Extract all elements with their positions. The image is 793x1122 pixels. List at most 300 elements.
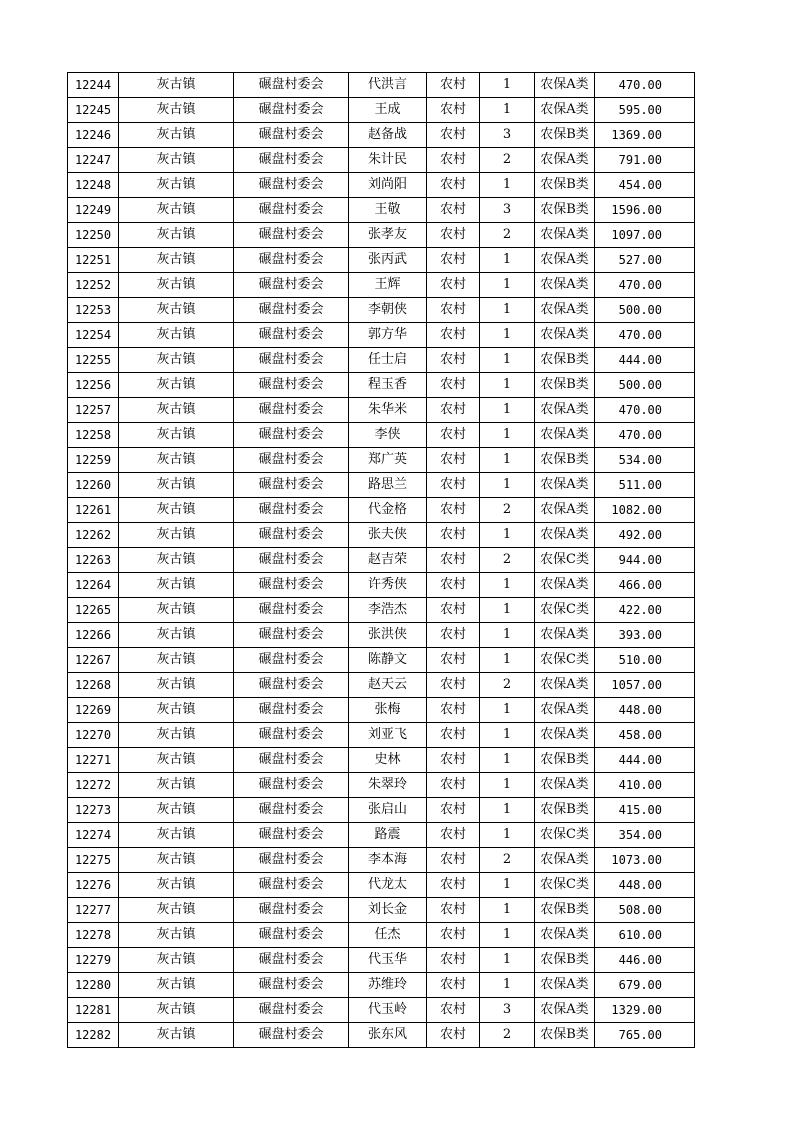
name-cell: 刘亚飞 xyxy=(349,723,427,748)
category-cell: 农保A类 xyxy=(535,473,595,498)
member-count-cell: 1 xyxy=(480,523,535,548)
household-type-cell: 农村 xyxy=(427,273,480,298)
name-cell: 代玉岭 xyxy=(349,998,427,1023)
name-cell: 代龙太 xyxy=(349,873,427,898)
table-row xyxy=(68,898,695,923)
household-type-cell: 农村 xyxy=(427,598,480,623)
record-id-cell: 12274 xyxy=(68,823,119,848)
household-type-cell: 农村 xyxy=(427,223,480,248)
village-cell: 碾盘村委会 xyxy=(234,848,349,873)
category-cell: 农保A类 xyxy=(535,673,595,698)
member-count-cell: 1 xyxy=(480,298,535,323)
category-cell: 农保B类 xyxy=(535,373,595,398)
town-cell: 灰古镇 xyxy=(119,248,234,273)
member-count-cell: 1 xyxy=(480,98,535,123)
record-id-cell: 12281 xyxy=(68,998,119,1023)
amount-cell: 944.00 xyxy=(595,548,695,573)
town-cell: 灰古镇 xyxy=(119,173,234,198)
table-row xyxy=(68,923,695,948)
record-id-cell: 12273 xyxy=(68,798,119,823)
amount-cell: 393.00 xyxy=(595,623,695,648)
name-cell: 王成 xyxy=(349,98,427,123)
town-cell: 灰古镇 xyxy=(119,598,234,623)
record-id-cell: 12277 xyxy=(68,898,119,923)
village-cell: 碾盘村委会 xyxy=(234,248,349,273)
amount-cell: 1073.00 xyxy=(595,848,695,873)
member-count-cell: 1 xyxy=(480,273,535,298)
village-cell: 碾盘村委会 xyxy=(234,148,349,173)
member-count-cell: 2 xyxy=(480,848,535,873)
category-cell: 农保C类 xyxy=(535,823,595,848)
household-type-cell: 农村 xyxy=(427,973,480,998)
record-id-cell: 12255 xyxy=(68,348,119,373)
table-row xyxy=(68,123,695,148)
town-cell: 灰古镇 xyxy=(119,473,234,498)
member-count-cell: 2 xyxy=(480,498,535,523)
table-row xyxy=(68,223,695,248)
category-cell: 农保A类 xyxy=(535,273,595,298)
town-cell: 灰古镇 xyxy=(119,648,234,673)
amount-cell: 765.00 xyxy=(595,1023,695,1048)
category-cell: 农保B类 xyxy=(535,798,595,823)
member-count-cell: 1 xyxy=(480,598,535,623)
category-cell: 农保B类 xyxy=(535,448,595,473)
amount-cell: 791.00 xyxy=(595,148,695,173)
member-count-cell: 2 xyxy=(480,1023,535,1048)
table-row xyxy=(68,173,695,198)
village-cell: 碾盘村委会 xyxy=(234,323,349,348)
name-cell: 代金格 xyxy=(349,498,427,523)
town-cell: 灰古镇 xyxy=(119,448,234,473)
table-row xyxy=(68,423,695,448)
category-cell: 农保A类 xyxy=(535,623,595,648)
town-cell: 灰古镇 xyxy=(119,1023,234,1048)
village-cell: 碾盘村委会 xyxy=(234,198,349,223)
table-row xyxy=(68,1023,695,1048)
town-cell: 灰古镇 xyxy=(119,98,234,123)
amount-cell: 1369.00 xyxy=(595,123,695,148)
household-type-cell: 农村 xyxy=(427,923,480,948)
amount-cell: 470.00 xyxy=(595,398,695,423)
name-cell: 郑广英 xyxy=(349,448,427,473)
household-type-cell: 农村 xyxy=(427,123,480,148)
record-id-cell: 12271 xyxy=(68,748,119,773)
village-cell: 碾盘村委会 xyxy=(234,298,349,323)
category-cell: 农保B类 xyxy=(535,348,595,373)
name-cell: 张孝友 xyxy=(349,223,427,248)
amount-cell: 470.00 xyxy=(595,423,695,448)
name-cell: 朱华米 xyxy=(349,398,427,423)
village-cell: 碾盘村委会 xyxy=(234,823,349,848)
table-row xyxy=(68,148,695,173)
member-count-cell: 1 xyxy=(480,173,535,198)
table-row xyxy=(68,448,695,473)
category-cell: 农保C类 xyxy=(535,648,595,673)
name-cell: 张洪侠 xyxy=(349,623,427,648)
village-cell: 碾盘村委会 xyxy=(234,348,349,373)
table-row xyxy=(68,523,695,548)
name-cell: 张东风 xyxy=(349,1023,427,1048)
town-cell: 灰古镇 xyxy=(119,898,234,923)
town-cell: 灰古镇 xyxy=(119,698,234,723)
amount-cell: 534.00 xyxy=(595,448,695,473)
member-count-cell: 1 xyxy=(480,473,535,498)
table-row xyxy=(68,648,695,673)
amount-cell: 527.00 xyxy=(595,248,695,273)
record-id-cell: 12261 xyxy=(68,498,119,523)
table-row xyxy=(68,823,695,848)
village-cell: 碾盘村委会 xyxy=(234,423,349,448)
record-id-cell: 12263 xyxy=(68,548,119,573)
member-count-cell: 1 xyxy=(480,748,535,773)
village-cell: 碾盘村委会 xyxy=(234,798,349,823)
record-id-cell: 12253 xyxy=(68,298,119,323)
household-type-cell: 农村 xyxy=(427,298,480,323)
amount-cell: 454.00 xyxy=(595,173,695,198)
town-cell: 灰古镇 xyxy=(119,123,234,148)
village-cell: 碾盘村委会 xyxy=(234,673,349,698)
amount-cell: 610.00 xyxy=(595,923,695,948)
town-cell: 灰古镇 xyxy=(119,148,234,173)
village-cell: 碾盘村委会 xyxy=(234,73,349,98)
member-count-cell: 3 xyxy=(480,198,535,223)
table-row xyxy=(68,798,695,823)
name-cell: 苏维玲 xyxy=(349,973,427,998)
town-cell: 灰古镇 xyxy=(119,998,234,1023)
category-cell: 农保B类 xyxy=(535,748,595,773)
category-cell: 农保C类 xyxy=(535,548,595,573)
category-cell: 农保A类 xyxy=(535,423,595,448)
village-cell: 碾盘村委会 xyxy=(234,273,349,298)
table-row xyxy=(68,998,695,1023)
name-cell: 许秀侠 xyxy=(349,573,427,598)
household-type-cell: 农村 xyxy=(427,1023,480,1048)
town-cell: 灰古镇 xyxy=(119,198,234,223)
household-type-cell: 农村 xyxy=(427,898,480,923)
amount-cell: 511.00 xyxy=(595,473,695,498)
category-cell: 农保A类 xyxy=(535,923,595,948)
member-count-cell: 2 xyxy=(480,673,535,698)
village-cell: 碾盘村委会 xyxy=(234,948,349,973)
category-cell: 农保A类 xyxy=(535,973,595,998)
village-cell: 碾盘村委会 xyxy=(234,523,349,548)
category-cell: 农保A类 xyxy=(535,698,595,723)
amount-cell: 444.00 xyxy=(595,748,695,773)
village-cell: 碾盘村委会 xyxy=(234,473,349,498)
category-cell: 农保A类 xyxy=(535,223,595,248)
amount-cell: 470.00 xyxy=(595,273,695,298)
amount-cell: 470.00 xyxy=(595,73,695,98)
town-cell: 灰古镇 xyxy=(119,323,234,348)
household-type-cell: 农村 xyxy=(427,573,480,598)
town-cell: 灰古镇 xyxy=(119,298,234,323)
member-count-cell: 1 xyxy=(480,248,535,273)
category-cell: 农保C类 xyxy=(535,598,595,623)
village-cell: 碾盘村委会 xyxy=(234,448,349,473)
household-type-cell: 农村 xyxy=(427,648,480,673)
record-id-cell: 12252 xyxy=(68,273,119,298)
town-cell: 灰古镇 xyxy=(119,923,234,948)
name-cell: 张梅 xyxy=(349,698,427,723)
member-count-cell: 1 xyxy=(480,398,535,423)
name-cell: 王辉 xyxy=(349,273,427,298)
town-cell: 灰古镇 xyxy=(119,973,234,998)
town-cell: 灰古镇 xyxy=(119,798,234,823)
amount-cell: 470.00 xyxy=(595,323,695,348)
name-cell: 李浩杰 xyxy=(349,598,427,623)
village-cell: 碾盘村委会 xyxy=(234,773,349,798)
village-cell: 碾盘村委会 xyxy=(234,123,349,148)
village-cell: 碾盘村委会 xyxy=(234,698,349,723)
amount-cell: 1057.00 xyxy=(595,673,695,698)
record-id-cell: 12260 xyxy=(68,473,119,498)
name-cell: 李本海 xyxy=(349,848,427,873)
member-count-cell: 1 xyxy=(480,798,535,823)
roster-table-body xyxy=(68,73,695,1048)
amount-cell: 1097.00 xyxy=(595,223,695,248)
amount-cell: 466.00 xyxy=(595,573,695,598)
town-cell: 灰古镇 xyxy=(119,773,234,798)
table-row xyxy=(68,598,695,623)
table-row xyxy=(68,873,695,898)
record-id-cell: 12247 xyxy=(68,148,119,173)
record-id-cell: 12256 xyxy=(68,373,119,398)
village-cell: 碾盘村委会 xyxy=(234,923,349,948)
category-cell: 农保B类 xyxy=(535,948,595,973)
name-cell: 郭方华 xyxy=(349,323,427,348)
table-row xyxy=(68,623,695,648)
amount-cell: 448.00 xyxy=(595,873,695,898)
category-cell: 农保A类 xyxy=(535,848,595,873)
name-cell: 刘尚阳 xyxy=(349,173,427,198)
amount-cell: 679.00 xyxy=(595,973,695,998)
name-cell: 张启山 xyxy=(349,798,427,823)
amount-cell: 354.00 xyxy=(595,823,695,848)
member-count-cell: 1 xyxy=(480,923,535,948)
household-type-cell: 农村 xyxy=(427,173,480,198)
member-count-cell: 1 xyxy=(480,973,535,998)
table-row xyxy=(68,723,695,748)
name-cell: 赵吉荣 xyxy=(349,548,427,573)
member-count-cell: 1 xyxy=(480,448,535,473)
category-cell: 农保A类 xyxy=(535,298,595,323)
town-cell: 灰古镇 xyxy=(119,398,234,423)
town-cell: 灰古镇 xyxy=(119,873,234,898)
table-row xyxy=(68,748,695,773)
table-row xyxy=(68,373,695,398)
village-cell: 碾盘村委会 xyxy=(234,173,349,198)
household-type-cell: 农村 xyxy=(427,373,480,398)
category-cell: 农保A类 xyxy=(535,723,595,748)
member-count-cell: 2 xyxy=(480,223,535,248)
town-cell: 灰古镇 xyxy=(119,373,234,398)
household-type-cell: 农村 xyxy=(427,798,480,823)
village-cell: 碾盘村委会 xyxy=(234,973,349,998)
record-id-cell: 12268 xyxy=(68,673,119,698)
town-cell: 灰古镇 xyxy=(119,573,234,598)
table-row xyxy=(68,298,695,323)
table-row xyxy=(68,698,695,723)
village-cell: 碾盘村委会 xyxy=(234,223,349,248)
record-id-cell: 12276 xyxy=(68,873,119,898)
record-id-cell: 12264 xyxy=(68,573,119,598)
member-count-cell: 1 xyxy=(480,323,535,348)
name-cell: 李侠 xyxy=(349,423,427,448)
town-cell: 灰古镇 xyxy=(119,423,234,448)
name-cell: 朱翠玲 xyxy=(349,773,427,798)
record-id-cell: 12254 xyxy=(68,323,119,348)
household-type-cell: 农村 xyxy=(427,98,480,123)
village-cell: 碾盘村委会 xyxy=(234,498,349,523)
table-row xyxy=(68,973,695,998)
village-cell: 碾盘村委会 xyxy=(234,1023,349,1048)
town-cell: 灰古镇 xyxy=(119,823,234,848)
record-id-cell: 12246 xyxy=(68,123,119,148)
village-cell: 碾盘村委会 xyxy=(234,648,349,673)
household-type-cell: 农村 xyxy=(427,423,480,448)
member-count-cell: 1 xyxy=(480,898,535,923)
member-count-cell: 1 xyxy=(480,948,535,973)
village-cell: 碾盘村委会 xyxy=(234,873,349,898)
village-cell: 碾盘村委会 xyxy=(234,998,349,1023)
record-id-cell: 12250 xyxy=(68,223,119,248)
amount-cell: 508.00 xyxy=(595,898,695,923)
amount-cell: 500.00 xyxy=(595,373,695,398)
household-type-cell: 农村 xyxy=(427,748,480,773)
amount-cell: 448.00 xyxy=(595,698,695,723)
amount-cell: 422.00 xyxy=(595,598,695,623)
table-row xyxy=(68,548,695,573)
name-cell: 赵天云 xyxy=(349,673,427,698)
amount-cell: 1596.00 xyxy=(595,198,695,223)
village-cell: 碾盘村委会 xyxy=(234,748,349,773)
name-cell: 陈静文 xyxy=(349,648,427,673)
household-type-cell: 农村 xyxy=(427,698,480,723)
name-cell: 任士启 xyxy=(349,348,427,373)
household-type-cell: 农村 xyxy=(427,623,480,648)
category-cell: 农保A类 xyxy=(535,148,595,173)
table-row xyxy=(68,848,695,873)
amount-cell: 510.00 xyxy=(595,648,695,673)
member-count-cell: 1 xyxy=(480,373,535,398)
table-row xyxy=(68,198,695,223)
table-row xyxy=(68,498,695,523)
amount-cell: 500.00 xyxy=(595,298,695,323)
town-cell: 灰古镇 xyxy=(119,223,234,248)
record-id-cell: 12272 xyxy=(68,773,119,798)
household-type-cell: 农村 xyxy=(427,248,480,273)
household-type-cell: 农村 xyxy=(427,998,480,1023)
member-count-cell: 1 xyxy=(480,823,535,848)
table-row xyxy=(68,323,695,348)
household-type-cell: 农村 xyxy=(427,323,480,348)
amount-cell: 458.00 xyxy=(595,723,695,748)
table-row xyxy=(68,948,695,973)
amount-cell: 444.00 xyxy=(595,348,695,373)
amount-cell: 1329.00 xyxy=(595,998,695,1023)
household-type-cell: 农村 xyxy=(427,198,480,223)
household-type-cell: 农村 xyxy=(427,148,480,173)
roster-table xyxy=(67,72,695,1048)
member-count-cell: 1 xyxy=(480,873,535,898)
table-row xyxy=(68,348,695,373)
town-cell: 灰古镇 xyxy=(119,523,234,548)
name-cell: 张夫侠 xyxy=(349,523,427,548)
household-type-cell: 农村 xyxy=(427,773,480,798)
household-type-cell: 农村 xyxy=(427,848,480,873)
household-type-cell: 农村 xyxy=(427,348,480,373)
record-id-cell: 12262 xyxy=(68,523,119,548)
table-row xyxy=(68,673,695,698)
table-row xyxy=(68,773,695,798)
category-cell: 农保A类 xyxy=(535,248,595,273)
village-cell: 碾盘村委会 xyxy=(234,373,349,398)
household-type-cell: 农村 xyxy=(427,673,480,698)
village-cell: 碾盘村委会 xyxy=(234,898,349,923)
record-id-cell: 12269 xyxy=(68,698,119,723)
name-cell: 朱计民 xyxy=(349,148,427,173)
village-cell: 碾盘村委会 xyxy=(234,548,349,573)
record-id-cell: 12280 xyxy=(68,973,119,998)
member-count-cell: 3 xyxy=(480,998,535,1023)
amount-cell: 410.00 xyxy=(595,773,695,798)
category-cell: 农保A类 xyxy=(535,773,595,798)
table-row xyxy=(68,473,695,498)
village-cell: 碾盘村委会 xyxy=(234,573,349,598)
record-id-cell: 12267 xyxy=(68,648,119,673)
village-cell: 碾盘村委会 xyxy=(234,398,349,423)
name-cell: 程玉香 xyxy=(349,373,427,398)
household-type-cell: 农村 xyxy=(427,473,480,498)
household-type-cell: 农村 xyxy=(427,523,480,548)
table-row xyxy=(68,273,695,298)
member-count-cell: 2 xyxy=(480,148,535,173)
household-type-cell: 农村 xyxy=(427,948,480,973)
category-cell: 农保A类 xyxy=(535,573,595,598)
record-id-cell: 12275 xyxy=(68,848,119,873)
amount-cell: 415.00 xyxy=(595,798,695,823)
record-id-cell: 12257 xyxy=(68,398,119,423)
member-count-cell: 1 xyxy=(480,648,535,673)
town-cell: 灰古镇 xyxy=(119,623,234,648)
town-cell: 灰古镇 xyxy=(119,73,234,98)
household-type-cell: 农村 xyxy=(427,73,480,98)
town-cell: 灰古镇 xyxy=(119,273,234,298)
table-row xyxy=(68,73,695,98)
name-cell: 任杰 xyxy=(349,923,427,948)
record-id-cell: 12251 xyxy=(68,248,119,273)
category-cell: 农保B类 xyxy=(535,198,595,223)
name-cell: 路震 xyxy=(349,823,427,848)
category-cell: 农保A类 xyxy=(535,523,595,548)
amount-cell: 595.00 xyxy=(595,98,695,123)
table-row xyxy=(68,573,695,598)
household-type-cell: 农村 xyxy=(427,498,480,523)
category-cell: 农保A类 xyxy=(535,498,595,523)
record-id-cell: 12249 xyxy=(68,198,119,223)
member-count-cell: 1 xyxy=(480,348,535,373)
category-cell: 农保A类 xyxy=(535,73,595,98)
category-cell: 农保B类 xyxy=(535,123,595,148)
town-cell: 灰古镇 xyxy=(119,748,234,773)
town-cell: 灰古镇 xyxy=(119,723,234,748)
town-cell: 灰古镇 xyxy=(119,548,234,573)
town-cell: 灰古镇 xyxy=(119,848,234,873)
village-cell: 碾盘村委会 xyxy=(234,623,349,648)
member-count-cell: 2 xyxy=(480,548,535,573)
record-id-cell: 12279 xyxy=(68,948,119,973)
category-cell: 农保B类 xyxy=(535,898,595,923)
